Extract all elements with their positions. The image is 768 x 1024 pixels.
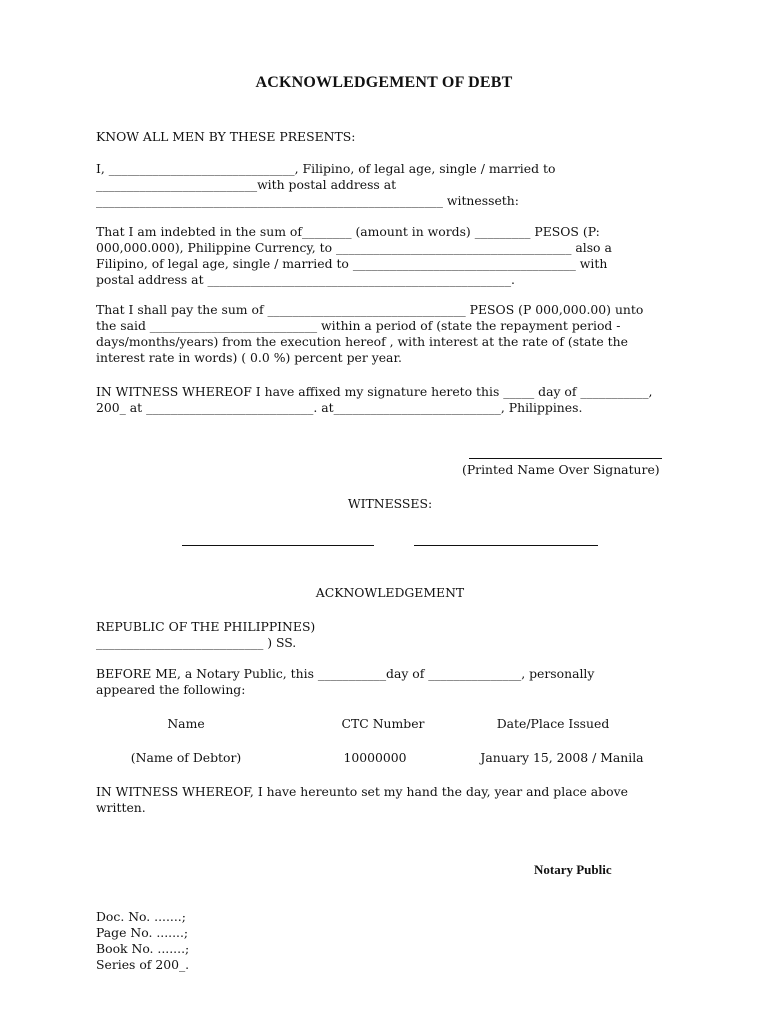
- page-no: Page No. .......;: [96, 925, 189, 940]
- paragraph2-line1: That I am indebted in the sum of________ (amount in words) _________ PESOS (P:: [96, 224, 600, 239]
- doc-no: Doc. No. .......;: [96, 909, 186, 924]
- document-title: ACKNOWLEDGEMENT OF DEBT: [255, 74, 513, 91]
- closing-line2: written.: [96, 800, 146, 815]
- table-header-name: Name: [167, 716, 205, 731]
- paragraph1-line1: I, ______________________________, Filipino, of legal age, single / married to: [96, 161, 556, 176]
- table-cell-date-place: January 15, 2008 / Manila: [480, 750, 644, 765]
- table-header-date-place: Date/Place Issued: [496, 716, 610, 731]
- witness-2-signature-line: [414, 545, 598, 546]
- paragraph1-line3: ________________________________________________________ witnesseth:: [96, 193, 519, 208]
- paragraph4-line2: 200_ at ___________________________. at___________________________, Philippines.: [96, 400, 583, 415]
- republic-line2: ___________________________ ) SS.: [96, 635, 297, 650]
- series-of: Series of 200_.: [96, 957, 190, 972]
- acknowledgement-heading: ACKNOWLEDGEMENT: [315, 585, 465, 600]
- book-no: Book No. .......;: [96, 941, 190, 956]
- witnesses-label: WITNESSES:: [347, 496, 433, 511]
- paragraph2-line2: 000,000.000), Philippine Currency, to ______________________________________ also a: [96, 240, 612, 255]
- notary-public-label: Notary Public: [534, 862, 612, 877]
- signature-caption: (Printed Name Over Signature): [462, 462, 660, 477]
- paragraph4-line1: IN WITNESS WHEREOF I have affixed my signature hereto this _____ day of ___________,: [96, 384, 653, 399]
- table-header-ctc: CTC Number: [341, 716, 425, 731]
- paragraph3-line4: interest rate in words) ( 0.0 %) percent per year.: [96, 350, 402, 365]
- paragraph3-line3: days/months/years) from the execution hereof , with interest at the rate of (state the: [96, 334, 628, 349]
- table-cell-ctc: 10000000: [343, 750, 407, 765]
- paragraph1-line2: __________________________with postal address at: [96, 177, 397, 192]
- witness-1-signature-line: [182, 545, 374, 546]
- before-me-line2: appeared the following:: [96, 682, 246, 697]
- debtor-signature-line: [469, 458, 662, 459]
- paragraph3-line2: the said ___________________________ within a period of (state the repayment period -: [96, 318, 621, 333]
- republic-line1: REPUBLIC OF THE PHILIPPINES): [96, 619, 316, 634]
- paragraph3-line1: That I shall pay the sum of ________________________________ PESOS (P 000,000.00) unto: [96, 302, 644, 317]
- paragraph2-line3: Filipino, of legal age, single / married to ____________________________________ with: [96, 256, 608, 271]
- closing-line1: IN WITNESS WHEREOF, I have hereunto set my hand the day, year and place above: [96, 784, 628, 799]
- opening-line: KNOW ALL MEN BY THESE PRESENTS:: [96, 129, 356, 144]
- table-cell-name: (Name of Debtor): [130, 750, 242, 765]
- before-me-line1: BEFORE ME, a Notary Public, this ___________day of _______________, personally: [96, 666, 595, 681]
- paragraph2-line4: postal address at _________________________________________________.: [96, 272, 515, 287]
